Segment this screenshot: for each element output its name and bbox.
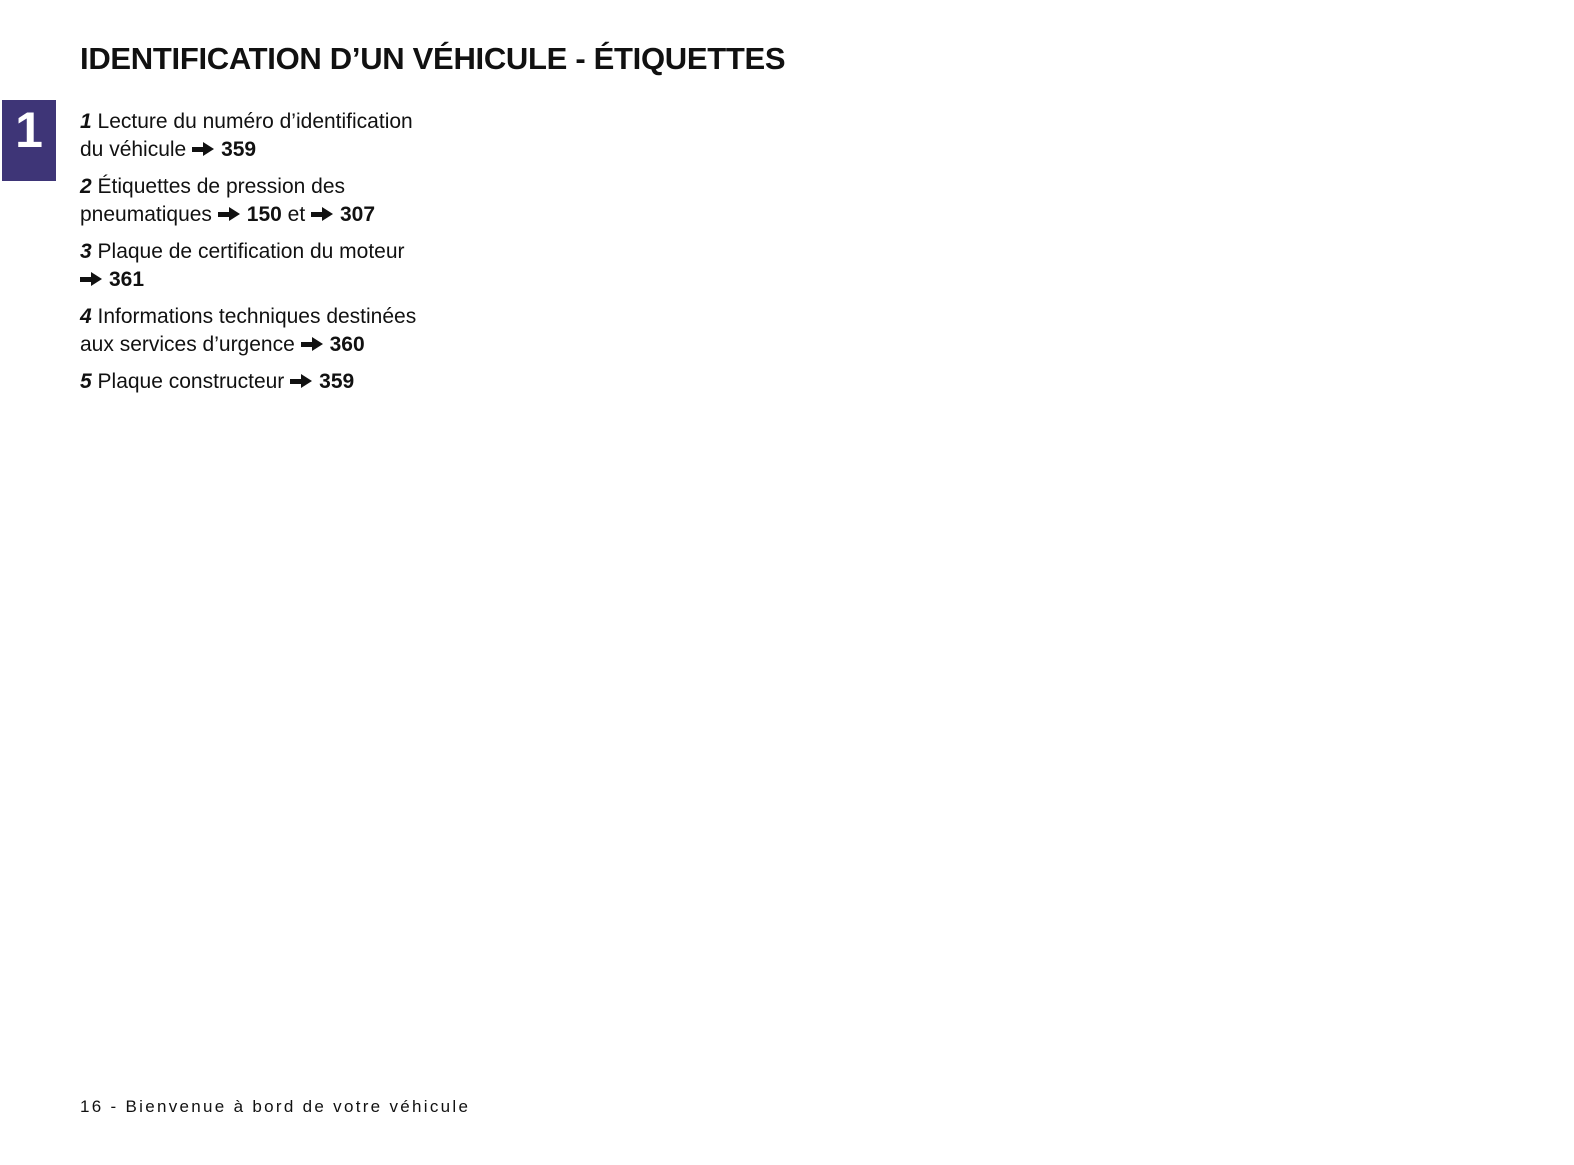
legend-item-text: Lecture du numéro d’identification (91, 110, 413, 133)
page-footer: 16 - Bienvenue à bord de votre véhicule (80, 1097, 471, 1116)
right-arrow-icon (218, 207, 240, 222)
legend-item-text: Plaque de certification du moteur (91, 240, 405, 263)
legend-item-text: et (281, 203, 311, 226)
right-arrow-icon (311, 207, 333, 222)
right-arrow-icon (301, 337, 323, 352)
reference-page-number: 359 (221, 138, 257, 161)
legend-list (80, 108, 550, 405)
legend-item-text: Informations techniques destinées (91, 305, 417, 328)
legend-item-text: Étiquettes de pression des (91, 175, 346, 198)
legend-item (80, 303, 550, 359)
legend-item-text: aux services d’urgence (80, 333, 301, 356)
right-arrow-icon (290, 374, 312, 389)
legend-item-number: 1 (80, 110, 92, 133)
chapter-tab (2, 100, 56, 181)
right-arrow-icon (80, 272, 102, 287)
page-reference (290, 370, 354, 393)
legend-item (80, 173, 550, 229)
legend-item (80, 238, 550, 294)
legend-item-number: 2 (80, 175, 92, 198)
legend-item (80, 108, 550, 164)
reference-page-number: 361 (109, 268, 145, 291)
legend-item-number: 4 (80, 305, 92, 328)
page-reference (80, 268, 144, 291)
reference-page-number: 150 (246, 203, 282, 226)
page-reference (311, 203, 375, 226)
legend-item-number: 3 (80, 240, 92, 263)
legend-item-text: Plaque constructeur (91, 370, 291, 393)
reference-page-number: 360 (329, 333, 365, 356)
page-reference (192, 138, 256, 161)
page-reference (218, 203, 282, 226)
chapter-number: 1 (15, 102, 43, 158)
legend-item (80, 368, 550, 396)
page-reference (301, 333, 365, 356)
legend-item-text: du véhicule (80, 138, 193, 161)
legend-item-number: 5 (80, 370, 92, 393)
reference-page-number: 307 (340, 203, 376, 226)
page-title: IDENTIFICATION D’UN VÉHICULE - ÉTIQUETTES (80, 41, 786, 76)
right-arrow-icon (192, 142, 214, 157)
legend-item-text: pneumatiques (80, 203, 218, 226)
reference-page-number: 359 (319, 370, 355, 393)
